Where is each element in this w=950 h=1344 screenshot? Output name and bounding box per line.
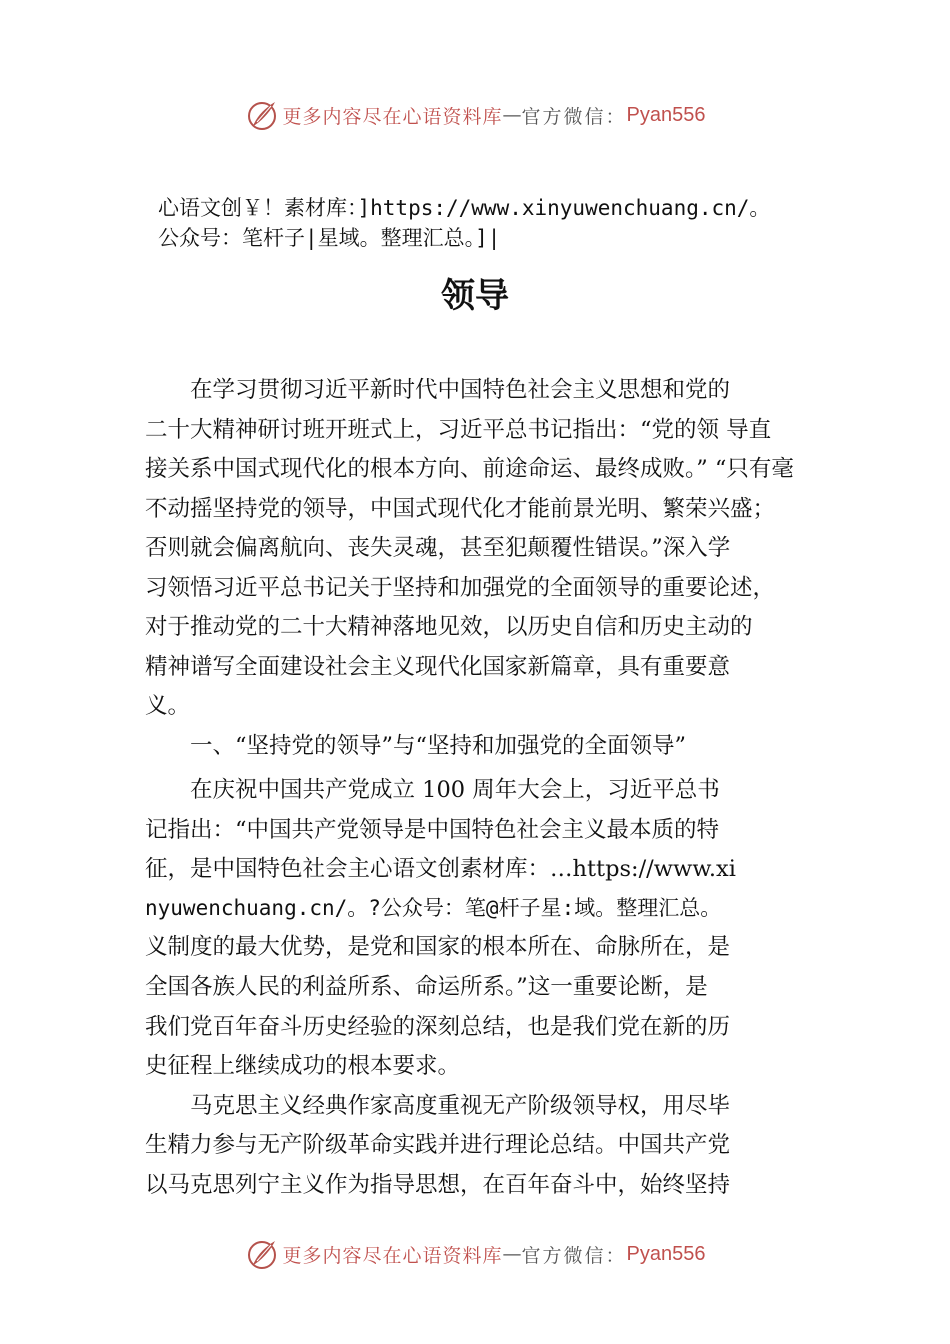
watermark-wechat-id: Pyan556	[626, 1242, 706, 1265]
header-note	[158, 193, 858, 253]
body-line: 对于推动党的二十大精神落地见效，以历史自信和历史主动的	[145, 614, 753, 640]
body-line: 精神谱写全面建设社会主义现代化国家新篇章，具有重要意	[145, 654, 731, 680]
bottom-watermark-banner	[0, 1234, 950, 1274]
body-line: 在庆祝中国共产党成立 100 周年大会上，习近平总书	[145, 777, 720, 803]
body-line: 二十大精神研讨班开班式上，习近平总书记指出：“党的领 导直	[145, 417, 772, 443]
body-line: 记指出：“中国共产党领导是中国特色社会主义最本质的特	[145, 817, 720, 843]
watermark-separator: —	[502, 104, 522, 126]
watermark-text: 更多内容尽在心语资料库	[282, 1244, 503, 1267]
watermark-wechat-label: 官方微信：	[521, 105, 627, 128]
watermark-text: 更多内容尽在心语资料库	[282, 105, 503, 128]
body-line: 马克思主义经典作家高度重视无产阶级领导权，用尽毕	[145, 1093, 731, 1119]
body-line: 不动摇坚持党的领导，中国式现代化才能前景光明、繁荣兴盛；	[145, 496, 776, 522]
body-line: 义制度的最大优势，是党和国家的根本所在、命脉所在，是	[145, 934, 731, 960]
body-line: 接关系中国式现代化的根本方向、前途命运、最终成败。” “只有毫	[145, 456, 794, 482]
watermark-wechat-id: Pyan556	[626, 103, 706, 126]
body-line: 我们党百年奋斗历史经验的深刻总结，也是我们党在新的历	[145, 1014, 731, 1040]
header-note-line-2: 公众号：笔杆子|星域。整理汇总。]|	[158, 226, 501, 250]
body-line: 在学习贯彻习近平新时代中国特色社会主义思想和党的	[145, 377, 731, 403]
top-watermark-banner	[0, 95, 950, 135]
header-note-line-1: 心语文创￥！素材库：]https://www.xinyuwenchuang.cn/。	[158, 196, 771, 220]
body-line: 史征程上继续成功的根本要求。	[145, 1053, 461, 1079]
page-title: 领导	[441, 276, 509, 316]
body-line: 生精力参与无产阶级革命实践并进行理论总结。中国共产党	[145, 1132, 731, 1158]
body-line: 征，是中国特色社会主心语文创素材库：…https://www.xi	[145, 856, 736, 882]
feather-logo-icon	[245, 1237, 279, 1271]
feather-logo-icon	[245, 98, 279, 132]
section-heading: 一、“坚持党的领导”与“坚持和加强党的全面领导”	[145, 733, 687, 759]
watermark-separator: —	[502, 1243, 522, 1265]
body-line: 否则就会偏离航向、丧失灵魂，甚至犯颠覆性错误。”深入学	[145, 535, 731, 561]
body-line: 以马克思列宁主义作为指导思想，在百年奋斗中，始终坚持	[145, 1172, 731, 1198]
body-line: nyuwenchuang.cn/。?公众号：笔@杆子星:域。整理汇总。	[145, 896, 722, 920]
body-line: 义。	[145, 693, 191, 719]
watermark-wechat-label: 官方微信：	[521, 1244, 627, 1267]
body-line: 全国各族人民的利益所系、命运所系。”这一重要论断，是	[145, 974, 708, 1000]
body-line: 习领悟习近平总书记关于坚持和加强党的全面领导的重要论述，	[145, 575, 776, 601]
